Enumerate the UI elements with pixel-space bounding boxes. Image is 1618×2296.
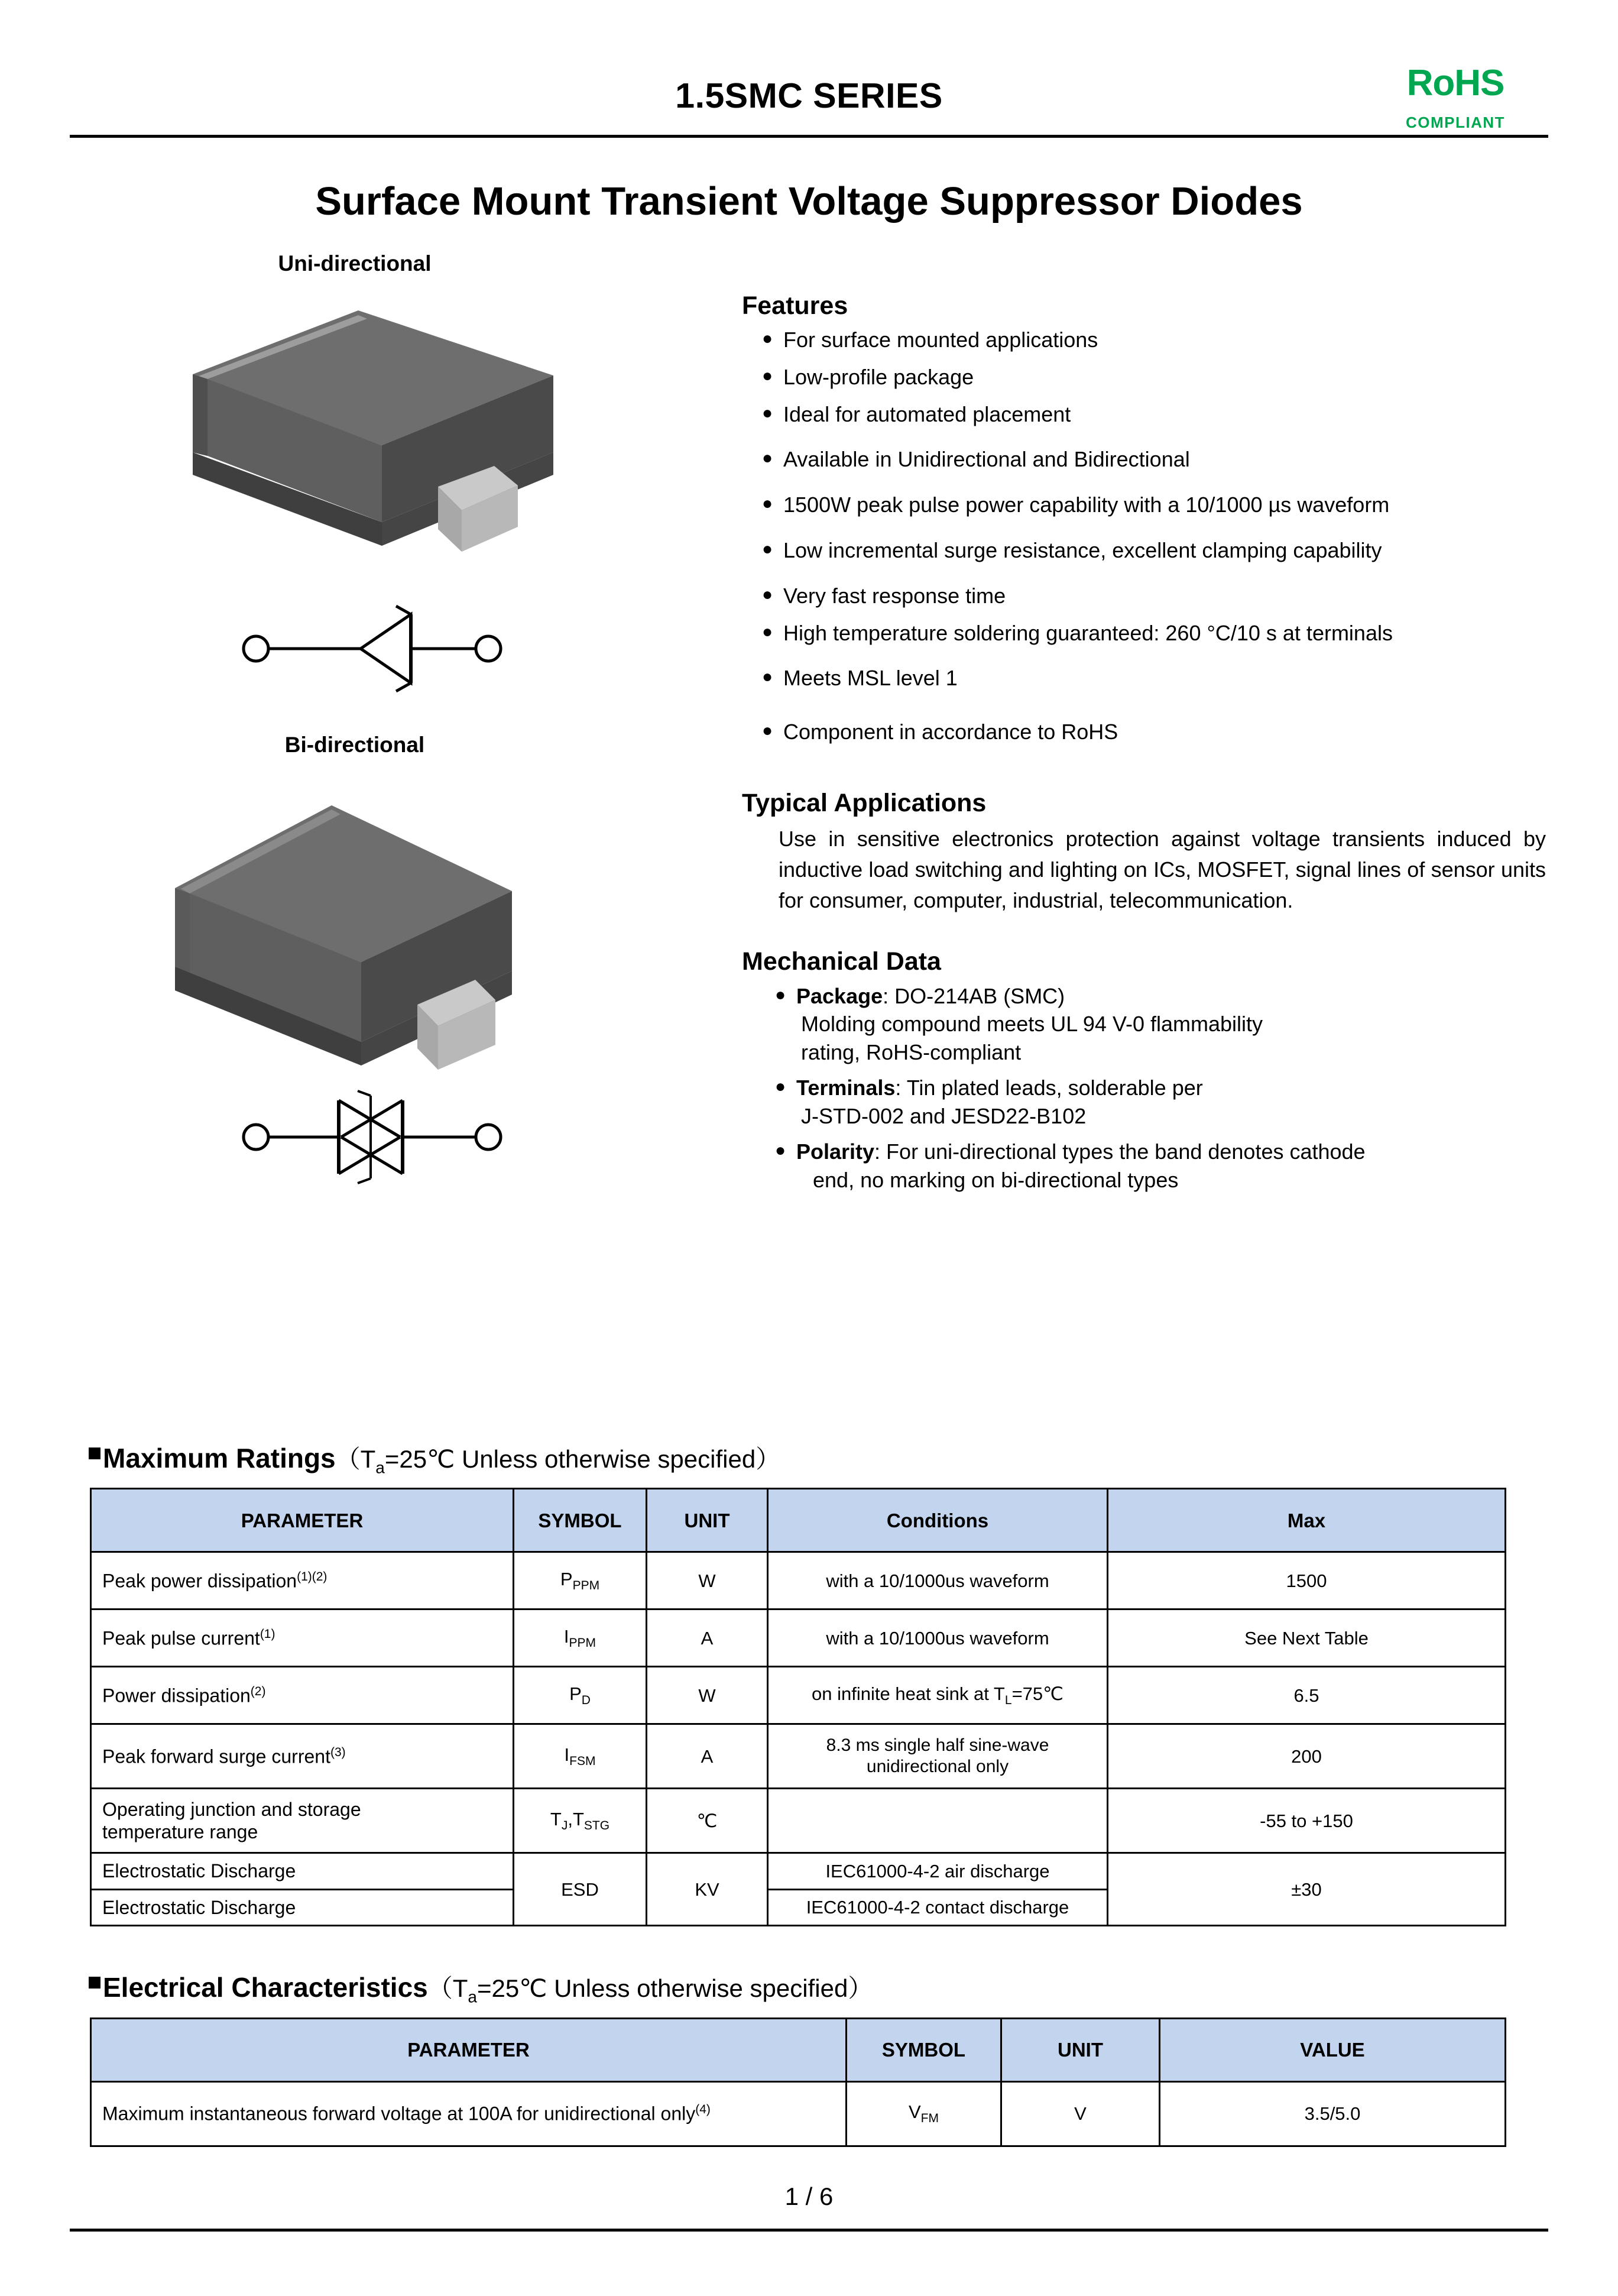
cell-conditions: 8.3 ms single half sine-wave unidirectional only bbox=[768, 1724, 1108, 1789]
cell-unit: W bbox=[647, 1552, 768, 1610]
cell-parameter: Peak power dissipation$^{(1)(2)}$ bbox=[91, 1552, 514, 1610]
cell-symbol: $P_{PPM}$ bbox=[514, 1552, 647, 1610]
cell-symbol: $P_D$ bbox=[514, 1667, 647, 1724]
section-marker-icon bbox=[89, 1447, 100, 1459]
cell-max: 6.5 bbox=[1108, 1667, 1506, 1724]
features-list bbox=[742, 326, 1546, 746]
bullet-icon: ● bbox=[762, 667, 773, 687]
rohs-label: RoHS bbox=[1406, 63, 1504, 103]
uni-directional-package-image bbox=[104, 297, 589, 581]
uni-directional-label: Uni-directional bbox=[278, 251, 432, 276]
bi-directional-package-image bbox=[98, 779, 583, 1074]
feature-text: High temperature soldering guaranteed: 260 °C/10 s at terminals bbox=[783, 620, 1393, 645]
cell-symbol: $I_{PPM}$ bbox=[514, 1610, 647, 1667]
list-item bbox=[762, 491, 1546, 519]
cell-value: 3.5/5.0 bbox=[1160, 2081, 1506, 2146]
cell-symbol: ESD bbox=[514, 1853, 647, 1926]
list-item bbox=[762, 326, 1546, 354]
list-item bbox=[762, 620, 1546, 647]
series-title: 1.5SMC SERIES bbox=[675, 76, 943, 115]
list-item bbox=[762, 537, 1546, 565]
cell-conditions bbox=[768, 1789, 1108, 1853]
bullet-icon: ● bbox=[762, 494, 773, 514]
terminals-value: : Tin plated leads, solderable per bbox=[895, 1076, 1203, 1100]
package-line3: rating, RoHS-compliant bbox=[801, 1040, 1022, 1065]
elec-chars-title: Electrical Characteristics bbox=[103, 1972, 428, 2003]
max-ratings-title: Maximum Ratings bbox=[103, 1443, 336, 1474]
rohs-badge bbox=[1367, 65, 1544, 130]
table-row bbox=[91, 2081, 1506, 2146]
table-header-row bbox=[91, 1489, 1506, 1552]
list-item bbox=[775, 1074, 1546, 1131]
table-header-row bbox=[91, 2018, 1506, 2081]
col-conditions: Conditions bbox=[768, 1489, 1108, 1552]
feature-text: For surface mounted applications bbox=[783, 328, 1098, 352]
col-parameter: PARAMETER bbox=[91, 2018, 847, 2081]
cell-parameter: Electrostatic Discharge bbox=[91, 1889, 514, 1925]
cell-conditions: on infinite heat sink at $T_L=75℃$ bbox=[768, 1667, 1108, 1724]
bullet-icon: ● bbox=[762, 403, 773, 423]
list-item bbox=[762, 718, 1546, 746]
bullet-icon: ● bbox=[775, 1077, 786, 1097]
cell-symbol: $I_{FSM}$ bbox=[514, 1724, 647, 1789]
col-symbol: SYMBOL bbox=[514, 1489, 647, 1552]
footer-divider bbox=[70, 2229, 1548, 2232]
uni-directional-diode-symbol bbox=[239, 601, 559, 696]
cell-conditions: IEC61000-4-2 contact discharge bbox=[768, 1889, 1108, 1925]
feature-text: Ideal for automated placement bbox=[783, 401, 1071, 426]
feature-text: Available in Unidirectional and Bidirectional bbox=[783, 447, 1190, 472]
polarity-value: : For uni-directional types the band denotes cathode bbox=[874, 1139, 1366, 1164]
feature-text: Very fast response time bbox=[783, 583, 1006, 608]
cell-conditions: with a 10/1000us waveform bbox=[768, 1610, 1108, 1667]
table-row bbox=[91, 1853, 1506, 1889]
table-row bbox=[91, 1667, 1506, 1724]
list-item bbox=[762, 364, 1546, 391]
feature-text: Low incremental surge resistance, excellent clamping capability bbox=[783, 537, 1382, 562]
bullet-icon: ● bbox=[762, 365, 773, 386]
cell-max: 1500 bbox=[1108, 1552, 1506, 1610]
col-parameter: PARAMETER bbox=[91, 1489, 514, 1552]
cell-unit: W bbox=[647, 1667, 768, 1724]
bullet-icon: ● bbox=[762, 584, 773, 604]
cell-max: See Next Table bbox=[1108, 1610, 1506, 1667]
list-item bbox=[762, 582, 1546, 610]
col-unit: UNIT bbox=[1001, 2018, 1160, 2081]
bullet-icon: ● bbox=[762, 621, 773, 642]
applications-body: Use in sensitive electronics protection against voltage transients induced by inductive load switching and lighting on ICs, MOSFET, signal lines of sensor units for consumer, computer, industrial, telecommunication. bbox=[779, 826, 1546, 913]
list-item bbox=[775, 1138, 1546, 1194]
cell-unit: ℃ bbox=[647, 1789, 768, 1853]
package-value: : DO-214AB (SMC) bbox=[883, 983, 1065, 1008]
mechanical-heading: Mechanical Data bbox=[742, 947, 941, 976]
cell-max: -55 to +150 bbox=[1108, 1789, 1506, 1853]
feature-text: Meets MSL level 1 bbox=[783, 666, 958, 691]
max-ratings-heading bbox=[89, 1440, 1618, 1477]
page-header bbox=[0, 0, 1618, 136]
bullet-icon: ● bbox=[775, 985, 786, 1005]
list-item bbox=[762, 665, 1546, 692]
specs-text-column bbox=[742, 292, 1546, 1202]
bi-directional-diode-symbol bbox=[239, 1090, 559, 1184]
features-heading: Features bbox=[742, 292, 848, 320]
feature-text: 1500W peak pulse power capability with a 10/1000 µs waveform bbox=[783, 493, 1390, 517]
rohs-compliant-label: COMPLIANT bbox=[1405, 114, 1506, 131]
section-marker-icon bbox=[89, 1977, 100, 1989]
cell-unit: V bbox=[1001, 2081, 1160, 2146]
table-row bbox=[91, 1789, 1506, 1853]
table-row bbox=[91, 1724, 1506, 1789]
bullet-icon: ● bbox=[762, 329, 773, 348]
table-row bbox=[91, 1552, 1506, 1610]
cell-parameter: Operating junction and storage temperature range bbox=[91, 1789, 514, 1853]
cell-conditions: with a 10/1000us waveform bbox=[768, 1552, 1108, 1610]
bi-directional-label: Bi-directional bbox=[284, 733, 425, 757]
cell-max: 200 bbox=[1108, 1724, 1506, 1789]
list-item bbox=[775, 982, 1546, 1067]
feature-text: Low-profile package bbox=[783, 364, 974, 389]
elec-chars-condition: （$T_a=25℃$ Unless otherwise specified） bbox=[427, 1974, 873, 2006]
package-illustrations bbox=[77, 251, 721, 1184]
bullet-icon: ● bbox=[775, 1140, 786, 1160]
cell-parameter: Peak pulse current$^{(1)}$ bbox=[91, 1610, 514, 1667]
max-ratings-condition: （$T_a=25℃$ Unless otherwise specified） bbox=[335, 1445, 781, 1477]
cell-parameter: Peak forward surge current$^{(3)}$ bbox=[91, 1724, 514, 1789]
body-content bbox=[0, 251, 1618, 1440]
elec-chars-heading bbox=[89, 1969, 1618, 2006]
page-number: 1 / 6 bbox=[784, 2182, 834, 2210]
polarity-label: Polarity bbox=[796, 1139, 875, 1164]
cell-unit: A bbox=[647, 1724, 768, 1789]
cell-parameter: Maximum instantaneous forward voltage at 100A for unidirectional only$^{(4)}$ bbox=[91, 2081, 847, 2146]
cell-parameter: Power dissipation$^{(2)}$ bbox=[91, 1667, 514, 1724]
cell-max: ±30 bbox=[1108, 1853, 1506, 1926]
cell-symbol: $V_{FM}$ bbox=[847, 2081, 1001, 2146]
col-max: Max bbox=[1108, 1489, 1506, 1552]
terminals-label: Terminals bbox=[796, 1076, 896, 1100]
mechanical-list bbox=[742, 982, 1546, 1194]
bullet-icon: ● bbox=[762, 539, 773, 559]
page-title: Surface Mount Transient Voltage Suppressor Diodes bbox=[315, 179, 1303, 224]
bullet-icon: ● bbox=[762, 721, 773, 741]
col-symbol: SYMBOL bbox=[847, 2018, 1001, 2081]
cell-unit: KV bbox=[647, 1853, 768, 1926]
terminals-line2: J-STD-002 and JESD22-B102 bbox=[801, 1104, 1087, 1129]
col-value: VALUE bbox=[1160, 2018, 1506, 2081]
max-ratings-table bbox=[90, 1488, 1506, 1926]
package-line2: Molding compound meets UL 94 V-0 flammability bbox=[801, 1012, 1263, 1037]
polarity-line2: end, no marking on bi-directional types bbox=[813, 1167, 1179, 1192]
applications-heading: Typical Applications bbox=[742, 788, 987, 817]
elec-chars-table bbox=[90, 2017, 1506, 2147]
feature-text: Component in accordance to RoHS bbox=[783, 720, 1118, 744]
table-row bbox=[91, 1610, 1506, 1667]
package-label: Package bbox=[796, 983, 883, 1008]
cell-unit: A bbox=[647, 1610, 768, 1667]
list-item bbox=[762, 446, 1546, 474]
bullet-icon: ● bbox=[762, 448, 773, 468]
header-divider bbox=[70, 135, 1548, 138]
col-unit: UNIT bbox=[647, 1489, 768, 1552]
cell-conditions: IEC61000-4-2 air discharge bbox=[768, 1853, 1108, 1889]
cell-parameter: Electrostatic Discharge bbox=[91, 1853, 514, 1889]
cell-symbol: $T_J,T_{STG}$ bbox=[514, 1789, 647, 1853]
list-item bbox=[762, 401, 1546, 429]
